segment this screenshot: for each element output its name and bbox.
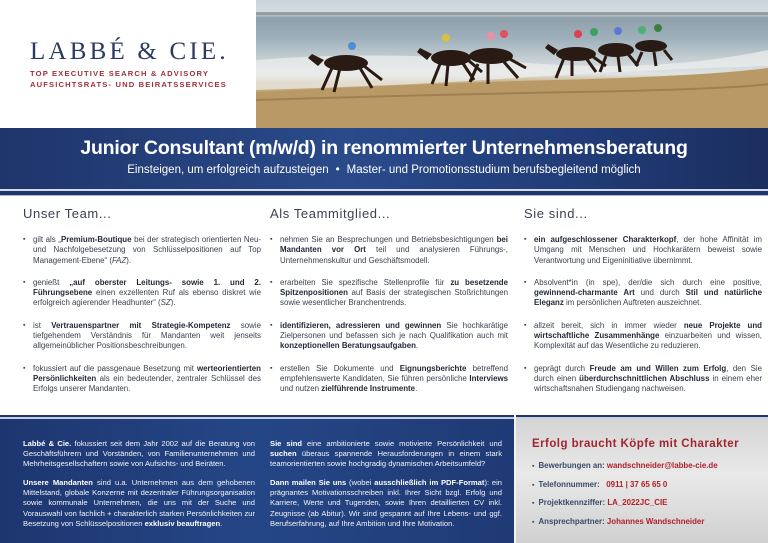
divider bbox=[0, 195, 768, 196]
email-link[interactable]: wandschneider@labbe-cie.de bbox=[606, 461, 718, 470]
column-title: Unser Team... bbox=[23, 206, 112, 221]
subtitle-right: Master- und Promotionsstudium berufsbegleitend möglich bbox=[346, 164, 641, 176]
column-title: Sie sind... bbox=[524, 206, 588, 221]
header bbox=[0, 0, 768, 128]
bullet-list bbox=[270, 235, 508, 395]
list-item: ▪ Absolvent*in (in spe), der/die sich durch eine positive, gewinnend-charmante Art und durch Stil und natürliche Eleganz im persönlichen Auftreten auszeichnet. bbox=[524, 278, 762, 309]
paragraph: Sie sind eine ambitionierte sowie motivierte Persönlichkeit und suchen überaus spannende Herausforderungen in einem stark teamorientierten sowie hochgradig dynamischen Arbeitsumfeld? bbox=[270, 439, 502, 469]
list-item: ▪ ist Vertrauenspartner mit Strategie-Kompetenz sowie tiefgehendem Verständnis für Mandanten weit jenseits allgemeinüblicher Positionsbeschreibungen. bbox=[23, 321, 261, 352]
logo-name: LABBÉ & CIE. bbox=[30, 38, 229, 65]
title-band bbox=[0, 128, 768, 190]
paragraph: Unsere Mandanten sind u.a. Unternehmen aus dem gehobenen Mittelstand, globale Konzerne mit dezentraler Führungsorganisation sowie kommunale Unternehmen, die uns mit der Suche und Vorauswahl von fachlich + charakterlich starken Persönlichkeiten zur Besetzung von Schlüsselpositionen exklusiv beauftragen. bbox=[23, 478, 255, 528]
logo bbox=[0, 0, 256, 128]
bullet-icon: ▪ bbox=[532, 463, 535, 470]
list-item: ▪ erarbeiten Sie spezifische Stellenprofile für zu besetzende Spitzenpositionen auf Basis der strategischen Stoßrichtungen sowie wesentlicher Branchentrends. bbox=[270, 278, 508, 309]
list-item: ▪ genießt „auf oberster Leitungs- sowie 1. und 2. Führungsebene einen exzellenten Ruf als ebenso diskret wie erfolgreich agierender Headhunter“ (SZ). bbox=[23, 278, 261, 309]
footer-info-panel bbox=[0, 419, 514, 543]
footer bbox=[0, 419, 768, 543]
contact-phone bbox=[532, 480, 718, 499]
list-item: ▪ identifizieren, adressieren und gewinnen Sie hochkarätige Zielpersonen und befassen sich je nach Qualifikation auch mit konzeptionellen Beratungsaufgaben. bbox=[270, 321, 508, 352]
column-unser-team bbox=[23, 206, 261, 407]
list-item: ▪ nehmen Sie an Besprechungen und Betriebsbesichtigungen bei Mandanten vor Ort teil und analysieren Führungs-, Unternehmenskultur und Geschäftsmodell. bbox=[270, 235, 508, 266]
horses-illustration-icon bbox=[256, 0, 768, 128]
bullet-icon: ▪ bbox=[532, 481, 535, 489]
contact-label: Projektkennziffer: bbox=[538, 498, 606, 507]
list-item: ▪ allzeit bereit, sich in immer wieder neue Projekte und wirtschaftliche Zusammenhänge einzuarbeiten und wissen, Komplexität auf das Wesentliche zu reduzieren. bbox=[524, 321, 762, 352]
separator-dot: • bbox=[335, 164, 340, 176]
list-item: ▪ fokussiert auf die passgenaue Besetzung mit werteorientierten Persönlichkeiten als ein bedeutender, zentraler Schlüssel des Erfolgs unserer Mandanten. bbox=[23, 364, 261, 395]
contact-label: Ansprechpartner: bbox=[538, 516, 605, 526]
beach-horse-race-photo bbox=[256, 0, 768, 128]
logo-tagline-1: TOP EXECUTIVE SEARCH & ADVISORY bbox=[30, 69, 210, 78]
list-item: ▪ erstellen Sie Dokumente und Eignungsberichte betreffend empfehlenswerte Kandidaten, Sie führen persönliche Interviews und nutzen zielführende Instrumente. bbox=[270, 364, 508, 395]
bullet-list bbox=[524, 235, 762, 395]
contact-title: Erfolg braucht Köpfe mit Charakter bbox=[532, 438, 739, 450]
job-subtitle bbox=[0, 164, 768, 176]
list-item: ▪ geprägt durch Freude am und Willen zum Erfolg, den Sie durch einen überdurchschnittlichen Abschluss in einem eher wirtschaftsnahen Studiengang nachweisen. bbox=[524, 364, 762, 395]
contact-label: Telefonnummer: bbox=[538, 479, 600, 489]
bullet-list bbox=[23, 235, 261, 395]
bullet-icon: ▪ bbox=[532, 500, 535, 507]
job-title: Junior Consultant (m/w/d) in renommierter Unternehmensberatung bbox=[80, 137, 688, 159]
list-item: ▪ ein aufgeschlossener Charakterkopf, der hohe Affinität im Umgang mit Menschen und Hochkarätern beweist sowie Verantwortung und Eigeninitiative übernimmt. bbox=[524, 235, 762, 266]
column-sie-sind bbox=[524, 206, 762, 407]
contact-person-value: Johannes Wandschneider bbox=[606, 516, 705, 526]
paragraph: Dann mailen Sie uns (wobei ausschließlich im PDF-Format): ein prägnantes Motivationsschreiben inkl. Ihrer Sicht bzgl. Erfolg und Karriere, Werte und Tugenden, sowie Ihren detaillierten CV inkl. Zeugnisse (ab Abitur). Wir sind gespannt auf Ihre Lebens- und ggf. Berufserfahrung, auf Ihre Ambition und Ihre Motivation. bbox=[270, 478, 502, 528]
column-als-teammitglied bbox=[270, 206, 508, 407]
company-description bbox=[23, 439, 255, 538]
column-title: Als Teammitglied... bbox=[270, 206, 391, 221]
contact-label: Bewerbungen an: bbox=[538, 461, 605, 470]
contact-panel bbox=[516, 419, 768, 543]
paragraph: Labbé & Cie. fokussiert seit dem Jahr 2002 auf die Beratung von Geschäftsführern und Vorständen, von Familienunternehmen und Mehrheitsgesellschaftern sowie von Aufsichts- und Beiräten. bbox=[23, 439, 255, 469]
contact-email bbox=[532, 461, 718, 480]
project-id-value: LA_2022JC_CIE bbox=[607, 498, 668, 507]
subtitle-left: Einsteigen, um erfolgreich aufzusteigen bbox=[127, 164, 329, 176]
contact-list bbox=[532, 461, 718, 535]
bullet-icon: ▪ bbox=[532, 518, 535, 526]
phone-link[interactable]: 0911 | 37 65 65 0 bbox=[606, 479, 668, 489]
logo-tagline-2: AUFSICHTSRATS- UND BEIRATSSERVICES bbox=[30, 80, 227, 89]
contact-person bbox=[532, 517, 718, 536]
contact-project-id bbox=[532, 498, 718, 517]
list-item: ▪ gilt als „Premium-Boutique bei der strategisch orientierten Neu- und Nachfolgebesetzung von Schlüsselpositionen auf Top Management-Ebene“ (FAZ). bbox=[23, 235, 261, 266]
application-call bbox=[270, 439, 502, 538]
